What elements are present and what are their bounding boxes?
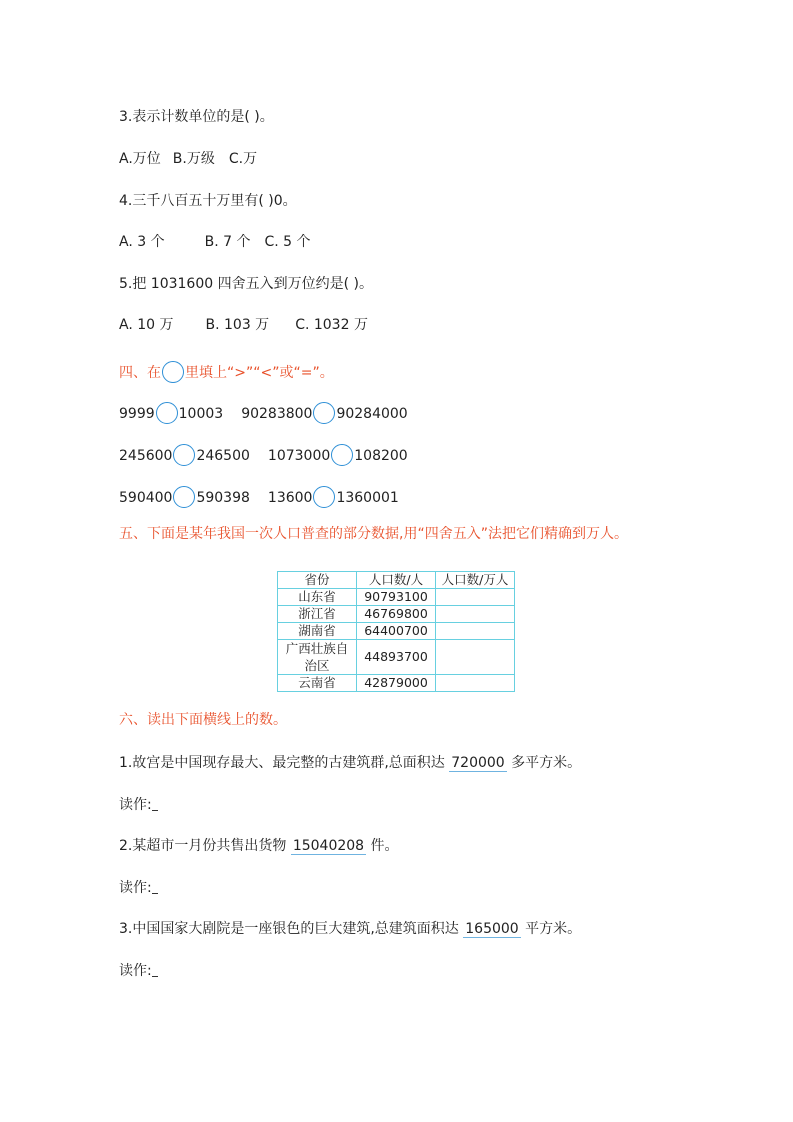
section-6-title: 六、读出下面横线上的数。 <box>119 712 287 728</box>
answer-cell[interactable] <box>436 589 515 606</box>
question-5 <box>119 275 373 293</box>
compare-blank[interactable] <box>156 402 178 424</box>
compare-row: 245600 246500 1073000 108200 <box>119 444 408 466</box>
option-c: C. 1032 万 <box>295 317 368 333</box>
question-5-text: 5.把 1031600 四舍五入到万位约是( )。 <box>119 276 373 292</box>
option-a: A.万位 <box>119 151 161 167</box>
option-c: C. 5 个 <box>264 234 311 250</box>
answer-cell[interactable] <box>436 640 515 675</box>
read-label: 读作: <box>119 880 152 896</box>
table-row: 湖南省 64400700 <box>278 623 515 640</box>
read-answer-1 <box>119 796 158 814</box>
read-label: 读作: <box>119 797 152 813</box>
compare-circle-icon <box>162 361 184 383</box>
question-3 <box>119 108 274 126</box>
compare-blank[interactable] <box>331 444 353 466</box>
question-3-text: 3.表示计数单位的是( )。 <box>119 109 274 125</box>
table-row: 浙江省 46769800 <box>278 606 515 623</box>
compare-row: 590400 590398 13600 1360001 <box>119 486 399 508</box>
option-c: C.万 <box>228 151 258 167</box>
section-5-title: 五、下面是某年我国一次人口普查的部分数据,用“四舍五入”法把它们精确到万人。 <box>119 526 628 542</box>
underlined-number: 165000 <box>465 921 519 937</box>
question-4-options <box>119 233 311 251</box>
underlined-number: 720000 <box>451 755 505 771</box>
header-population-wan: 人口数/万人 <box>436 572 515 589</box>
read-answer-3 <box>119 962 158 980</box>
option-b: B. 103 万 <box>205 317 270 333</box>
table-header-row <box>278 572 515 589</box>
section-4-title: 四、在 里填上“>”“<”或“=”。 <box>119 361 334 383</box>
compare-row: 9999 10003 90283800 90284000 <box>119 402 408 424</box>
read-question-3: 3.中国国家大剧院是一座银色的巨大建筑,总建筑面积达 165000 平方米。 <box>119 921 582 937</box>
option-b: B. 7 个 <box>204 234 251 250</box>
compare-blank[interactable] <box>313 402 335 424</box>
compare-blank[interactable] <box>313 486 335 508</box>
header-population: 人口数/人 <box>357 572 436 589</box>
answer-cell[interactable] <box>436 623 515 640</box>
question-4-text: 4.三千八百五十万里有( )0。 <box>119 193 297 209</box>
table-row: 山东省 90793100 <box>278 589 515 606</box>
answer-cell[interactable] <box>436 675 515 692</box>
answer-blank[interactable] <box>152 964 158 977</box>
answer-blank[interactable] <box>152 798 158 811</box>
table-row: 云南省 42879000 <box>278 675 515 692</box>
underlined-number: 15040208 <box>292 838 365 854</box>
read-label: 读作: <box>119 963 152 979</box>
read-question-2: 2.某超市一月份共售出货物 15040208 件。 <box>119 838 399 854</box>
question-3-options <box>119 150 257 168</box>
option-a: A. 10 万 <box>119 317 174 333</box>
table-row: 广西壮族自治区 44893700 <box>278 640 515 675</box>
compare-blank[interactable] <box>173 486 195 508</box>
read-answer-2 <box>119 879 158 897</box>
question-5-options <box>119 316 368 334</box>
question-4 <box>119 192 297 210</box>
answer-cell[interactable] <box>436 606 515 623</box>
compare-blank[interactable] <box>173 444 195 466</box>
option-a: A. 3 个 <box>119 234 165 250</box>
answer-blank[interactable] <box>152 881 158 894</box>
header-province: 省份 <box>278 572 357 589</box>
read-question-1: 1.故宫是中国现存最大、最完整的古建筑群,总面积达 720000 多平方米。 <box>119 755 582 771</box>
population-table <box>277 571 515 692</box>
option-b: B.万级 <box>172 151 215 167</box>
